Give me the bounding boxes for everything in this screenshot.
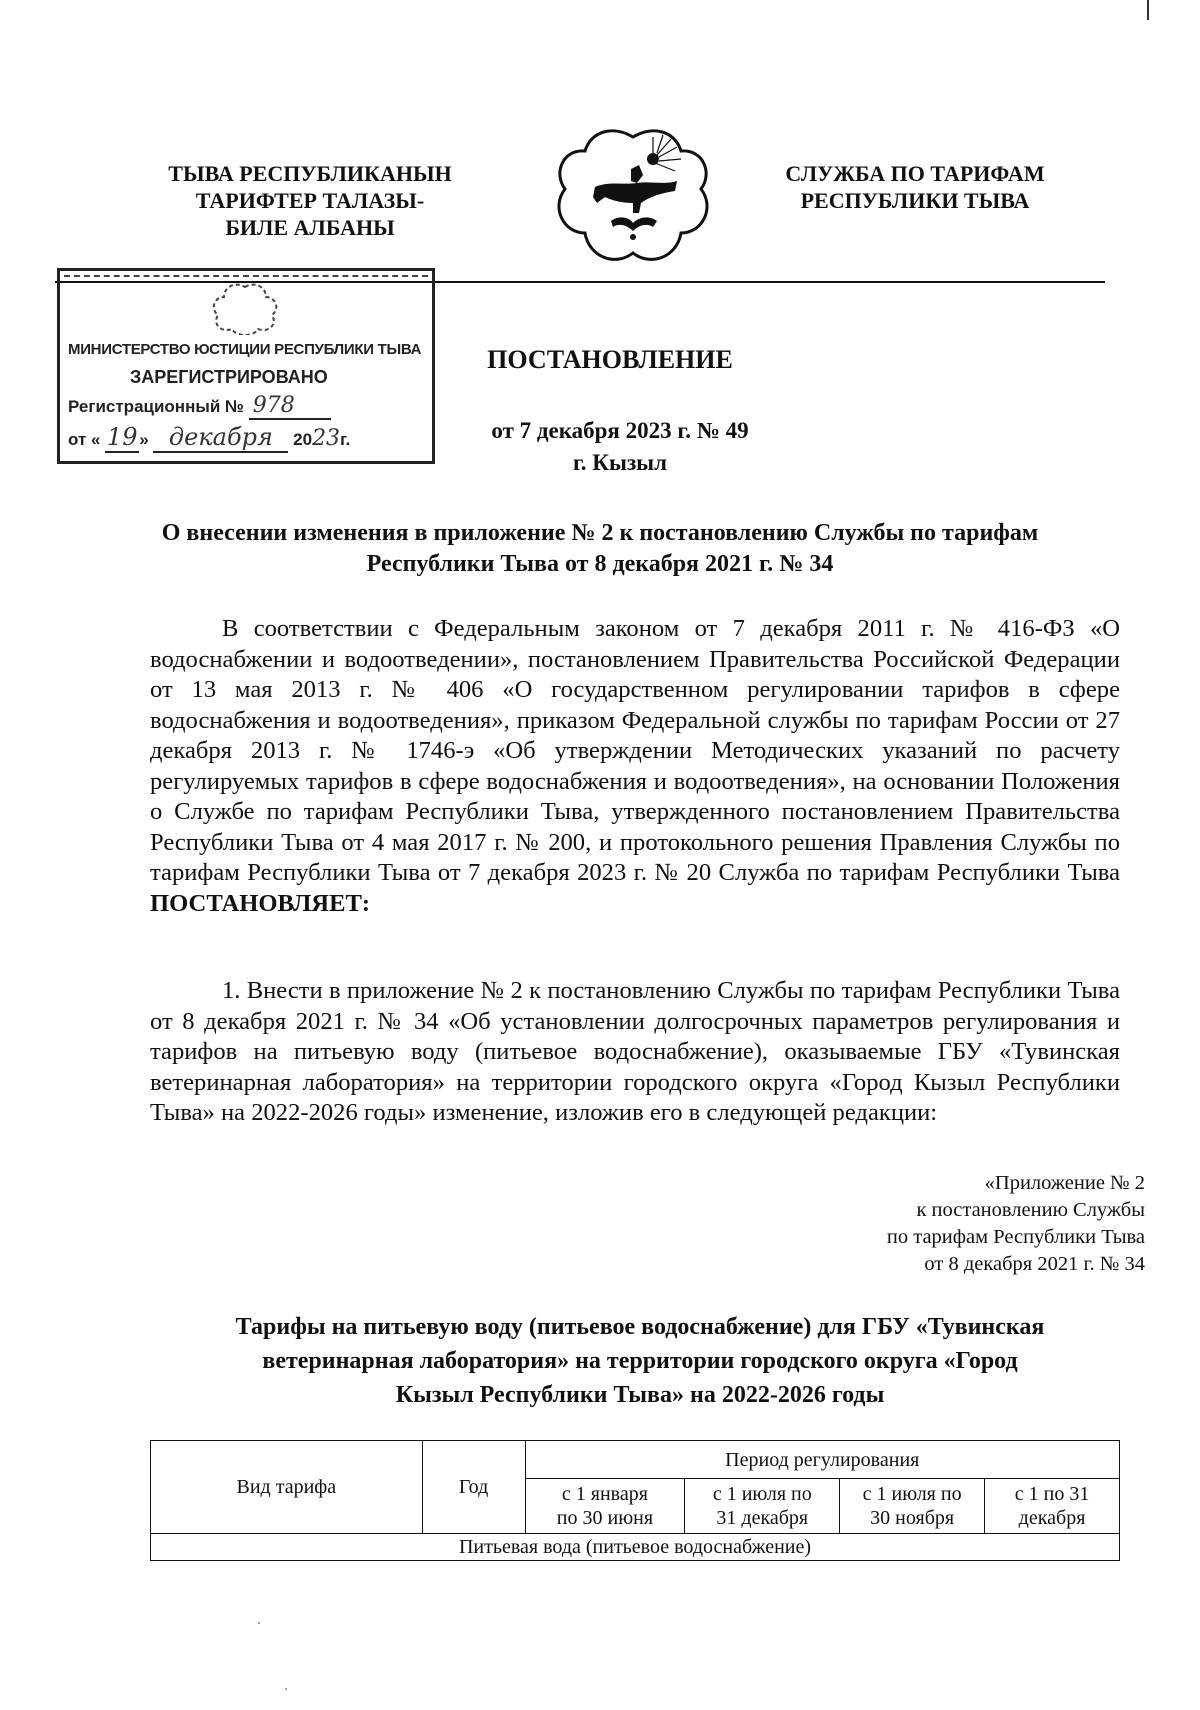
header-right-line: СЛУЖБА ПО ТАРИФАМ [785,161,1045,186]
stamp-from-label: от « [68,430,101,449]
table-header-row [151,1441,1120,1479]
header-right-title [760,160,1070,214]
appendix-line: к постановлению Службы [916,1199,1145,1221]
stamp-ministry: МИНИСТЕРСТВО ЮСТИЦИИ РЕСПУБЛИКИ ТЫВА [68,341,422,358]
stamp-year-end: г. [340,430,351,449]
coat-of-arms-icon [553,125,713,270]
appendix-line: по тарифам Республики Тыва [886,1226,1145,1248]
section-label: Питьевая вода (питьевое водоснабжение) [151,1534,1120,1561]
resolves-word: ПОСТАНОВЛЯЕТ: [150,889,371,917]
stamp-date-line: от « 19 » декабря 2023г. [68,423,351,451]
header-period: Период регулирования [525,1441,1119,1479]
stamp-reg-line [68,393,331,420]
stamp-dashed-border [64,275,428,277]
stamp-year-suffix: 23 [312,426,341,451]
table-title-line: ветеринарная лаборатория» на территории городского округа «Город [262,1348,1018,1374]
tariff-table [150,1440,1120,1561]
stamp-reg-label: Регистрационный № [68,397,244,416]
document-place: г. Кызыл [572,450,668,475]
scan-speck [285,1688,287,1690]
period-cell: с 1 января по 30 июня [525,1479,685,1534]
stamp-month: декабря [153,423,288,453]
header-left-line: БИЛЕ АЛБАНЫ [225,215,395,240]
table-section-row [151,1534,1120,1561]
table-title-line: Тарифы на питьевую воду (питьевое водоснабжение) для ГБУ «Тувинская [235,1314,1045,1340]
header-left-line: ТЫВА РЕСПУБЛИКАНЫН [168,161,452,186]
table-title-line: Кызыл Республики Тыва» на 2022-2026 годы [395,1382,885,1408]
header-year: Год [422,1441,525,1534]
table-title [150,1310,1130,1412]
period-cell: с 1 июля по 31 декабря [685,1479,840,1534]
body-paragraph-1 [150,614,1120,919]
document-subject: О внесении изменения в приложение № 2 к постановлению Службы по тарифам Республики Тыва от 8 декабря 2021 г. № 34 [161,520,1039,577]
document-type: ПОСТАНОВЛЕНИЕ [487,345,733,374]
header-left-title [160,160,460,241]
appendix-line: «Приложение № 2 [984,1172,1145,1194]
stamp-reg-number: 978 [249,393,331,420]
appendix-reference [760,1170,1145,1278]
header-left-line: ТАРИФТЕР ТАЛАЗЫ- [195,188,425,213]
stamp-year-prefix: 20 [293,430,313,449]
appendix-line: от 8 декабря 2021 г. № 34 [924,1253,1145,1275]
registration-stamp [57,268,435,464]
page-edge-mark [1147,0,1149,20]
stamp-day: 19 [106,423,138,451]
scan-speck [258,1622,260,1624]
period-cell: с 1 по 31 декабря [985,1479,1120,1534]
stamp-registered: ЗАРЕГИСТРИРОВАНО [130,367,328,387]
body-paragraph-2: 1. Внести в приложение № 2 к постановлению Службы по тарифам Республики Тыва от 8 декабря 2021 г. № 34 «Об установлении долгосрочных параметров регулирования и тарифов на питьевую воду (питьевое водоснабжение), оказываемые ГБУ «Тувинская ветеринарная лаборатория» на территории городского округа «Город Кызыл Республики Тыва» на 2022-2026 годы» изменение, изложив его в следующей редакции: [150,977,1120,1126]
period-cell: с 1 июля по 30 ноября [840,1479,985,1534]
stamp-emblem-icon [210,283,280,335]
body-paragraph-1-text: В соответствии с Федеральным законом от 7 декабря 2011 г. № 416-ФЗ «О водоснабжении и водоотведении», постановлением Правительства Российской Федерации от 13 мая 2013 г. № 406 «О государственном регулировании тарифов в сфере водоснабжения и водоотведения», приказом Федеральной службы по тарифам России от 27 декабря 2013 г. № 1746-э «Об утверждении Методических указаний по расчету регулируемых тарифов в сфере водоснабжения и водоотведения», на основании Положения о Службе по тарифам Республики Тыва, утвержденного постановлением Правительства Республики Тыва от 4 мая 2017 г. № 200, и протокольного решения Правления Службы по тарифам Республики Тыва от 7 декабря 2023 г. № 20 Служба по тарифам Республики Тыва [150,615,1120,886]
header-tariff-type: Вид тарифа [151,1441,423,1534]
document-date: от 7 декабря 2023 г. № 49 [491,418,749,443]
header-right-line: РЕСПУБЛИКИ ТЫВА [800,188,1030,213]
